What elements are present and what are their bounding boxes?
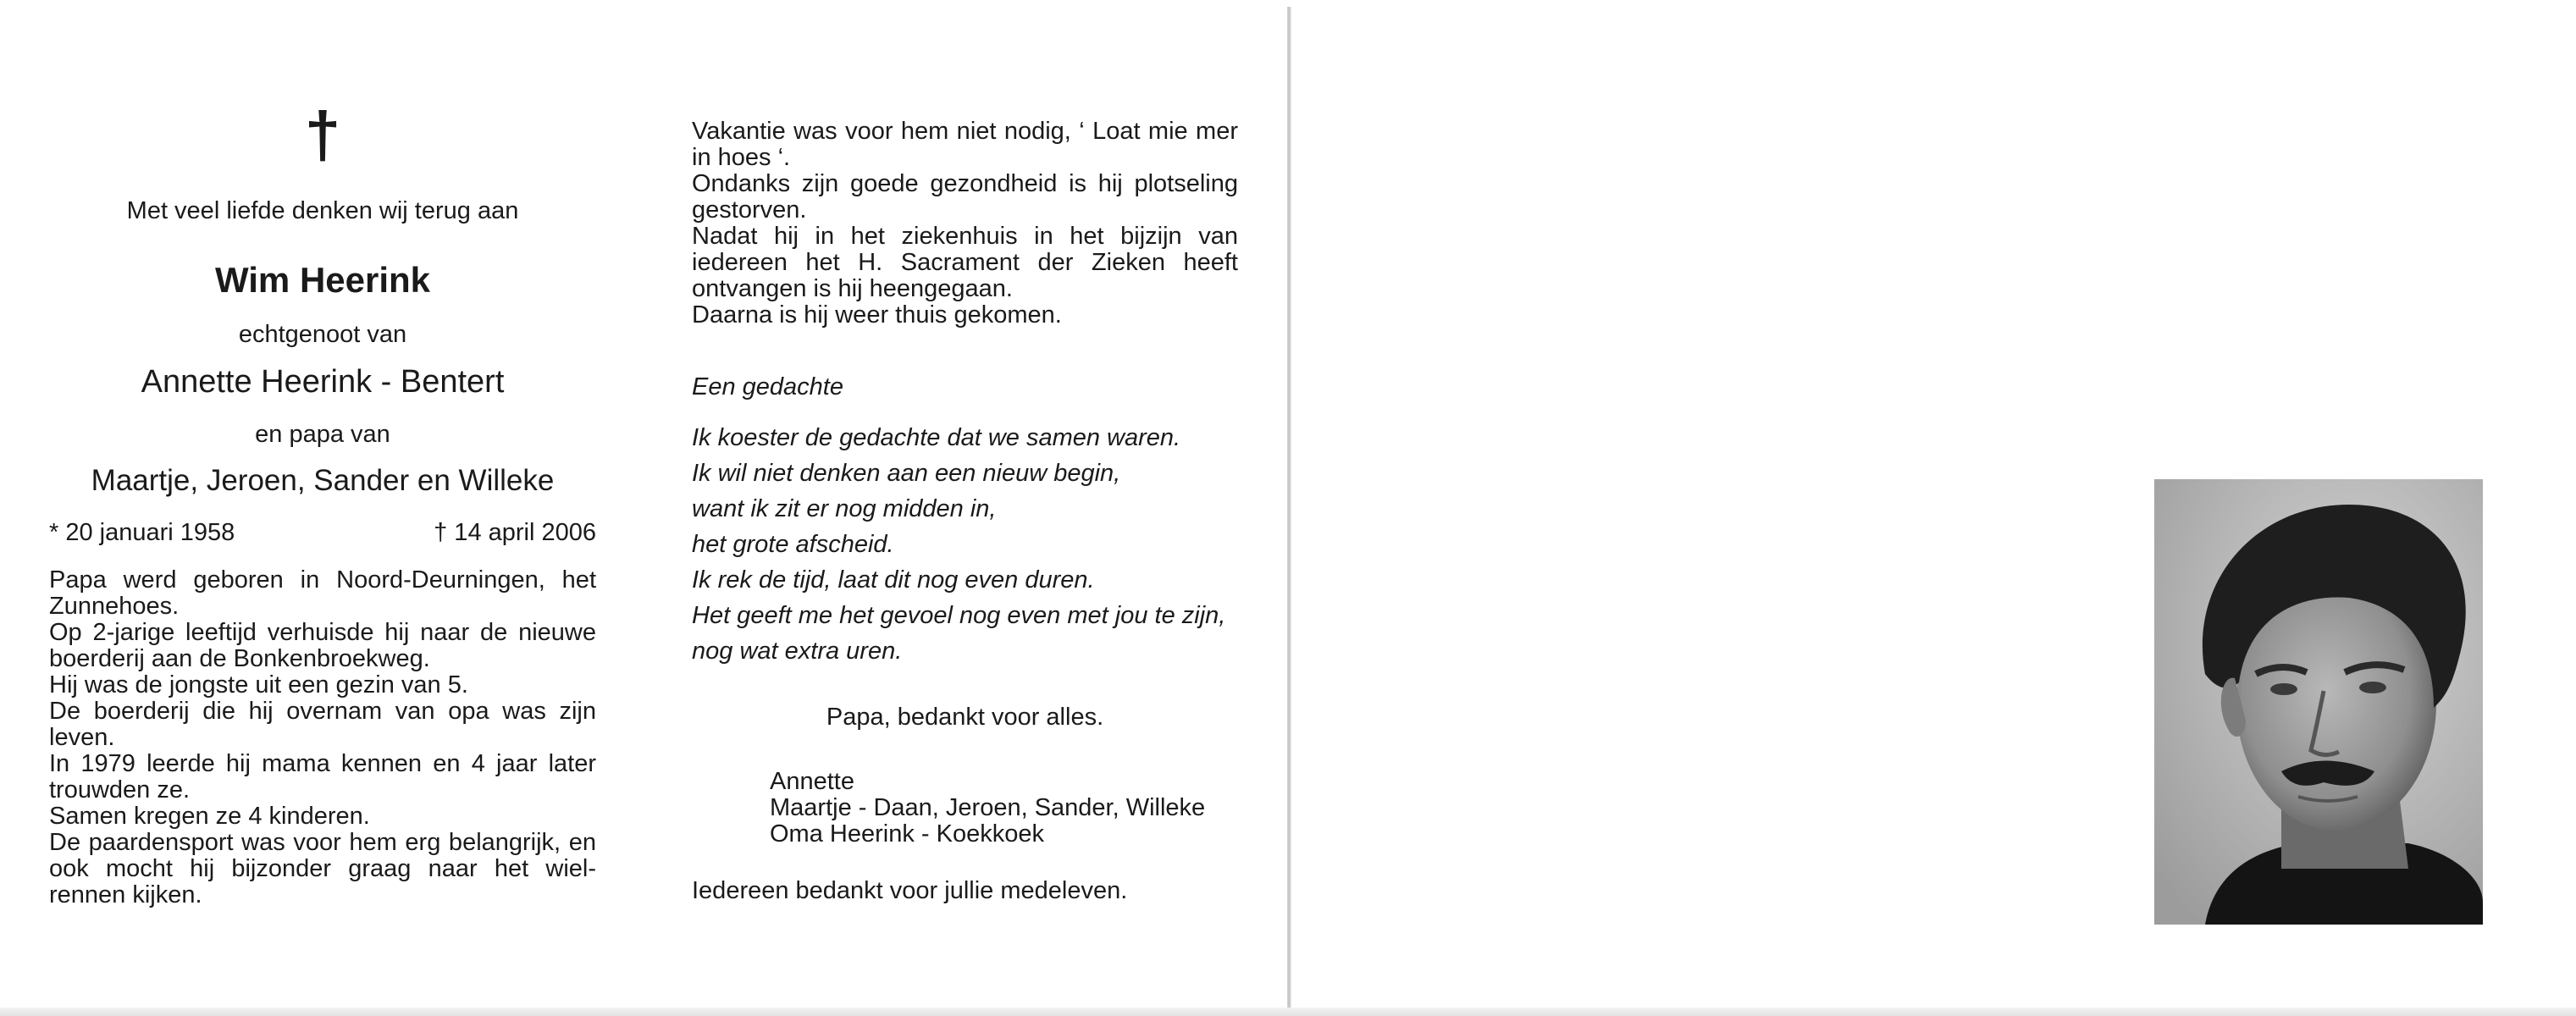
life-line: Daarna is hij weer thuis gekomen. [692,301,1062,329]
biography [49,567,596,908]
birth-date: * 20 januari 1958 [49,519,235,546]
portrait-photo [2154,479,2483,925]
poem-line: Het geeft me het gevoel nog even met jou te zijn, [692,602,1226,629]
intro-text: Met veel liefde denken wij terug aan [126,197,519,224]
middle-column [692,119,1238,905]
dates-row [49,518,596,547]
deceased-name: Wim Heerink [214,260,431,300]
children-intro: en papa van [255,421,390,448]
poem-line: Ik wil niet denken aan een nieuw begin, [692,460,1121,487]
poem-line: Ik rek de tijd, laat dit nog even duren. [692,566,1095,594]
life-text [692,119,1238,329]
children-names: Maartje, Jeroen, Sander en Willeke [91,464,555,497]
poem [692,420,1238,669]
spouse-name: Annette Heerink - Bentert [141,364,505,400]
poem-line: het grote afscheid. [692,531,894,558]
bio-line: Samen kregen ze 4 kinderen. [49,803,370,830]
poem-title: Een gedachte [692,373,843,400]
life-line: Nadat hij in het ziekenhuis in het bijzijn van iedereen het H. Sacrament der Zieken heeft ontvangen is hij heengegaan. [692,223,1238,302]
card-edge [0,1008,2576,1016]
bio-line: De boerderij die hij overnam van opa was zijn leven. [49,698,596,751]
poem-line: Ik koester de gedachte dat we samen waren. [692,424,1181,451]
signature-line: Maartje - Daan, Jeroen, Sander, Willeke [770,794,1206,821]
life-line: Vakantie was voor hem niet nodig, ‘ Loat mie mer in hoes ‘. [692,118,1238,171]
life-line: Ondanks zijn goede gezondheid is hij plotseling gestorven. [692,170,1238,224]
signatures [770,769,1238,848]
signature-line: Oma Heerink - Koekkoek [770,820,1044,848]
bio-line: Op 2-jarige leeftijd verhuisde hij naar de nieuwe boerderij aan de Bonkenbroekweg. [49,619,596,672]
left-column [49,99,596,908]
bio-line: Hij was de jongste uit een gezin van 5. [49,671,468,698]
cross-icon: † [304,99,341,171]
signature-line: Annette [770,768,854,795]
bio-line: Papa werd geboren in Noord-Deurningen, het Zunnehoes. [49,566,596,620]
closing-text: Iedereen bedankt voor jullie medeleven. [692,877,1128,904]
card-fold [1287,7,1291,1016]
poem-line: want ik zit er nog midden in, [692,495,997,522]
bio-line: De paardensport was voor hem erg belangrijk, en ook mocht hij bijzonder graag naar het wiel-rennen kijken. [49,829,596,908]
spouse-intro: echtgenoot van [238,321,407,348]
poem-line: nog wat extra uren. [692,638,903,665]
death-date: † 14 april 2006 [434,519,596,546]
bio-line: In 1979 leerde hij mama kennen en 4 jaar later trouwden ze. [49,750,596,803]
thanks-text: Papa, bedankt voor alles. [826,704,1104,731]
